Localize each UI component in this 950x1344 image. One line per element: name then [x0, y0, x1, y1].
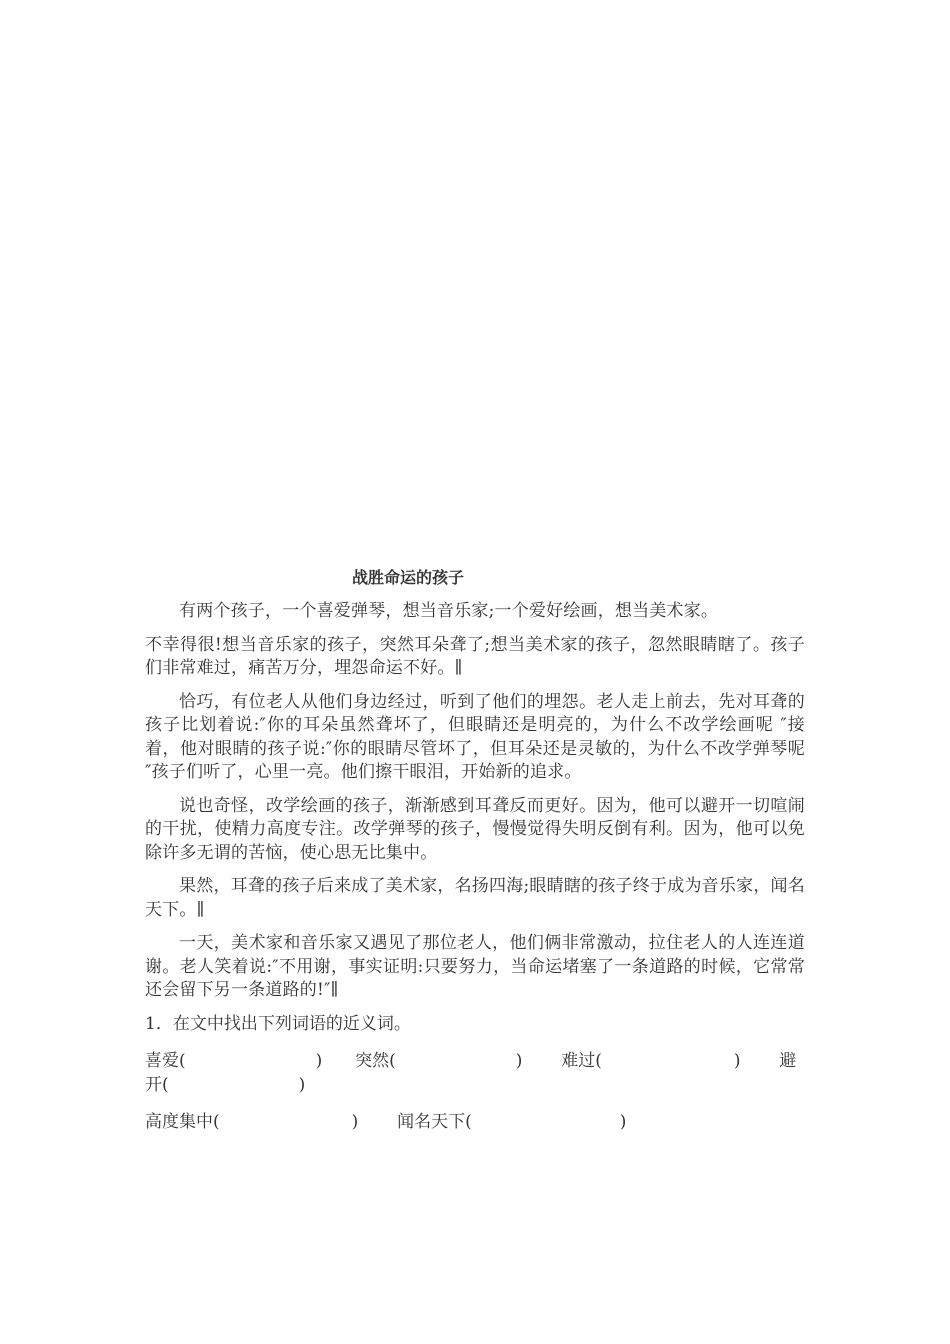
- fill-word: 闻名天下: [397, 1112, 466, 1132]
- close-paren: ): [315, 1051, 323, 1071]
- close-paren: ): [515, 1051, 523, 1071]
- close-paren: ): [351, 1112, 359, 1132]
- paragraph-2: 不幸得很!想当音乐家的孩子，突然耳朵聋了;想当美术家的孩子，忽然眼睛瞎了。孩子们非常难过，痛苦万分，埋怨命运不好。∥: [145, 634, 805, 678]
- open-paren: (: [465, 1112, 472, 1132]
- paragraph-5: 果然，耳聋的孩子后来成了美术家，名扬四海;眼睛瞎的孩子终于成为音乐家，闻名天下。∥: [145, 876, 805, 920]
- paragraph-6: 一天，美术家和音乐家又遇见了那位老人，他们俩非常激动，拉住老人的人连连道谢。老人笑着说:″不用谢，事实证明:只要努力，当命运堵塞了一条道路的时候，它常常还会留下另一条道路的!″∥: [145, 933, 805, 1000]
- fill-word: 高度集中: [145, 1112, 213, 1132]
- fill-word: 突然: [355, 1051, 390, 1071]
- question-1: 1．在文中找出下列词语的近义词。: [145, 1013, 411, 1034]
- open-paren: (: [389, 1051, 396, 1071]
- fill-row-1: [145, 1050, 805, 1097]
- fill-item: [397, 1112, 626, 1132]
- paragraph-3: 恰巧，有位老人从他们身边经过，听到了他们的埋怨。老人走上前去，先对耳聋的孩子比划着说:″你的耳朵虽然聋坏了，但眼睛还是明亮的，为什么不改学绘画呢 ″接着，他对眼睛的孩子说:″你的眼睛尽管坏了，但耳朵还是灵敏的，为什么不改学弹琴呢 ″孩子们听了，心里一亮。他们擦干眼泪，开始新的追求。: [145, 691, 805, 782]
- fill-word: 喜爱: [145, 1051, 179, 1071]
- close-paren: ): [619, 1112, 627, 1132]
- close-paren: ): [733, 1051, 741, 1071]
- open-paren: (: [162, 1074, 169, 1095]
- paragraph-4: 说也奇怪，改学绘画的孩子，渐渐感到耳聋反而更好。因为，他可以避开一切喧闹的干扰，使精力高度专注。改学弹琴的孩子，慢慢觉得失明反倒有利。因为，他可以免除许多无谓的苦恼，使心思无比集中。: [145, 795, 805, 863]
- open-paren: (: [213, 1112, 220, 1132]
- fill-row-2: [145, 1111, 805, 1135]
- fill-item: [145, 1051, 328, 1071]
- paragraph-1: 有两个孩子，一个喜爱弹琴，想当音乐家;一个爱好绘画，想当美术家。: [179, 601, 719, 621]
- open-paren: (: [595, 1051, 602, 1071]
- close-paren: ): [298, 1074, 306, 1095]
- fill-item: [145, 1112, 364, 1132]
- fill-item: [355, 1051, 528, 1071]
- fill-item: [561, 1051, 746, 1071]
- document-body: [145, 566, 805, 1149]
- fill-word: 避开: [145, 1051, 797, 1095]
- fill-word: 难过: [561, 1051, 596, 1071]
- open-paren: (: [179, 1051, 186, 1071]
- document-title: 战胜命运的孩子: [352, 568, 465, 587]
